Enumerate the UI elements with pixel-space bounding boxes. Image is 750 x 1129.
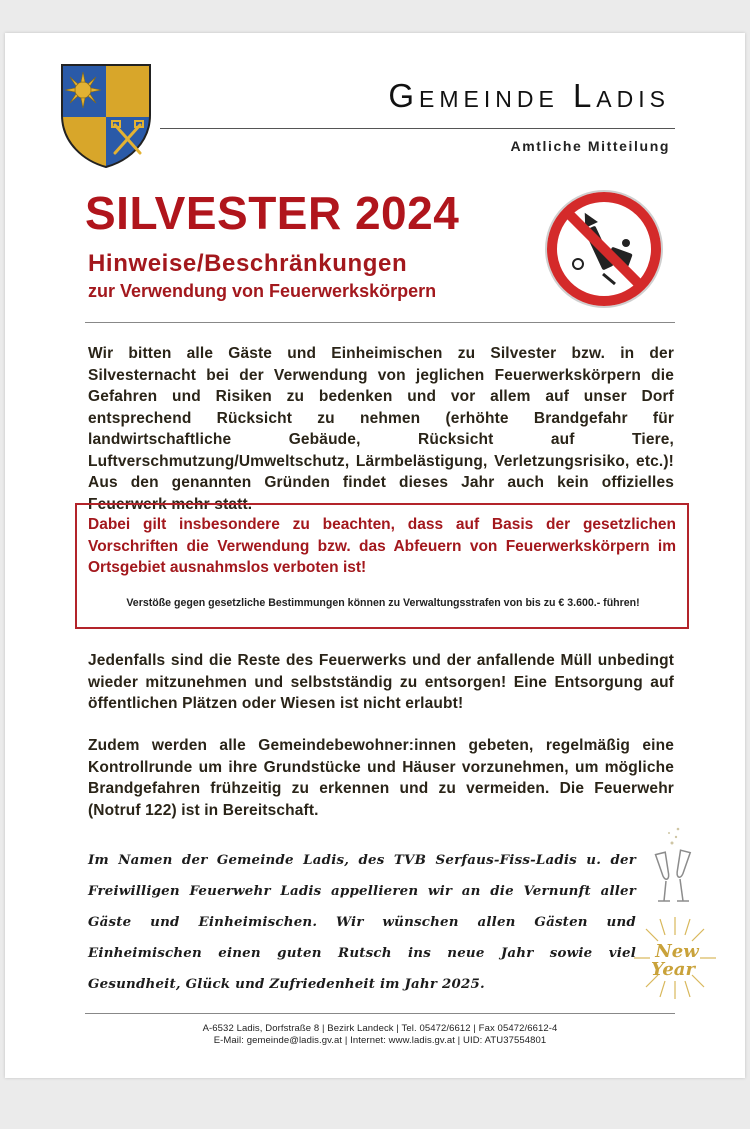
champagne-glasses-icon [645, 823, 705, 913]
legal-notice-box [75, 503, 689, 629]
legal-notice-text: Dabei gilt insbesondere zu beachten, dass auf Basis der gesetzlichen Vorschriften die Verwendung bzw. das Abfeuern von Feuerwerkskörpern im Ortsgebiet ausnahmslos verboten ist! [88, 516, 676, 576]
footer-address: A-6532 Ladis, Dorfstraße 8 | Bezirk Landeck | Tel. 05472/6612 | Fax 05472/6612-4 [202, 1023, 558, 1034]
page-subtitle: Hinweise/Beschränkungen [88, 250, 408, 277]
footer-contact: E-Mail: gemeinde@ladis.gv.at | Internet: www.ladis.gv.at | UID: ATU37554801 [213, 1035, 547, 1046]
official-notice-label: Amtliche Mitteilung [510, 138, 670, 154]
footer-divider [85, 1013, 675, 1014]
penalty-notice: Verstöße gegen gesetzliche Bestimmungen können zu Verwaltungsstrafen von bis zu € 3.600.- führen! [126, 597, 640, 609]
happy-new-year-badge-icon [630, 913, 720, 1003]
intro-paragraph: Wir bitten alle Gäste und Einheimischen zu Silvester bzw. in der Silvesternacht bei der Verwendung von jeglichen Feuerwerkskörpern die Gefahren und Risiken zu bedenken und vor allem auf unser Dorf entsprechend Rücksicht zu nehmen (erhöhte Brandgefahr für landwirtschaftliche Gebäude, Rücksicht auf Tiere, Luftverschmutzung/Umweltschutz, Lärmbelästigung, Verletzungsrisiko, etc.)! Aus den genannten Gründen findet dieses Jahr auch kein offizielles Feuerwerk mehr statt. [88, 345, 674, 513]
header-divider [160, 128, 675, 129]
closing-greeting: Im Namen der Gemeinde Ladis, des TVB Serfaus-Fiss-Ladis u. der Freiwilligen Feuerwehr Ladis appellieren wir an die Vernunft aller Gäste und Einheimischen. Wir wünschen allen Gästen und Einheimischen einen guten Rutsch ins neue Jahr sowie viel Gesundheit, Glück und Zufriedenheit im Jahr 2025. [88, 852, 636, 992]
municipal-coat-of-arms-icon [60, 63, 152, 169]
waste-paragraph: Jedenfalls sind die Reste des Feuerwerks und der anfallende Müll unbedingt wieder mitzunehmen und selbstständig zu entsorgen! Eine Entsorgung auf öffentlichen Plätzen oder Wiesen ist nicht erlaubt! [88, 652, 674, 712]
badge-word-new: New [655, 941, 699, 962]
document-page [5, 33, 745, 1078]
page-subtitle-secondary: zur Verwendung von Feuerwerkskörpern [88, 281, 437, 301]
title-divider [85, 322, 675, 323]
badge-word-year: Year [651, 959, 695, 980]
municipality-name: Gemeinde Ladis [388, 77, 670, 114]
page-title: SILVESTER 2024 [85, 187, 460, 239]
fire-watch-paragraph: Zudem werden alle Gemeindebewohner:innen gebeten, regelmäßig eine Kontrollrunde um ihre Grundstücke und Häuser vorzunehmen, um mögliche Brandgefahren frühzeitig zu erkennen und zu vermeiden. Die Feuerwehr (Notruf 122) ist in Bereitschaft. [88, 737, 674, 819]
no-fireworks-sign-icon [543, 188, 665, 310]
